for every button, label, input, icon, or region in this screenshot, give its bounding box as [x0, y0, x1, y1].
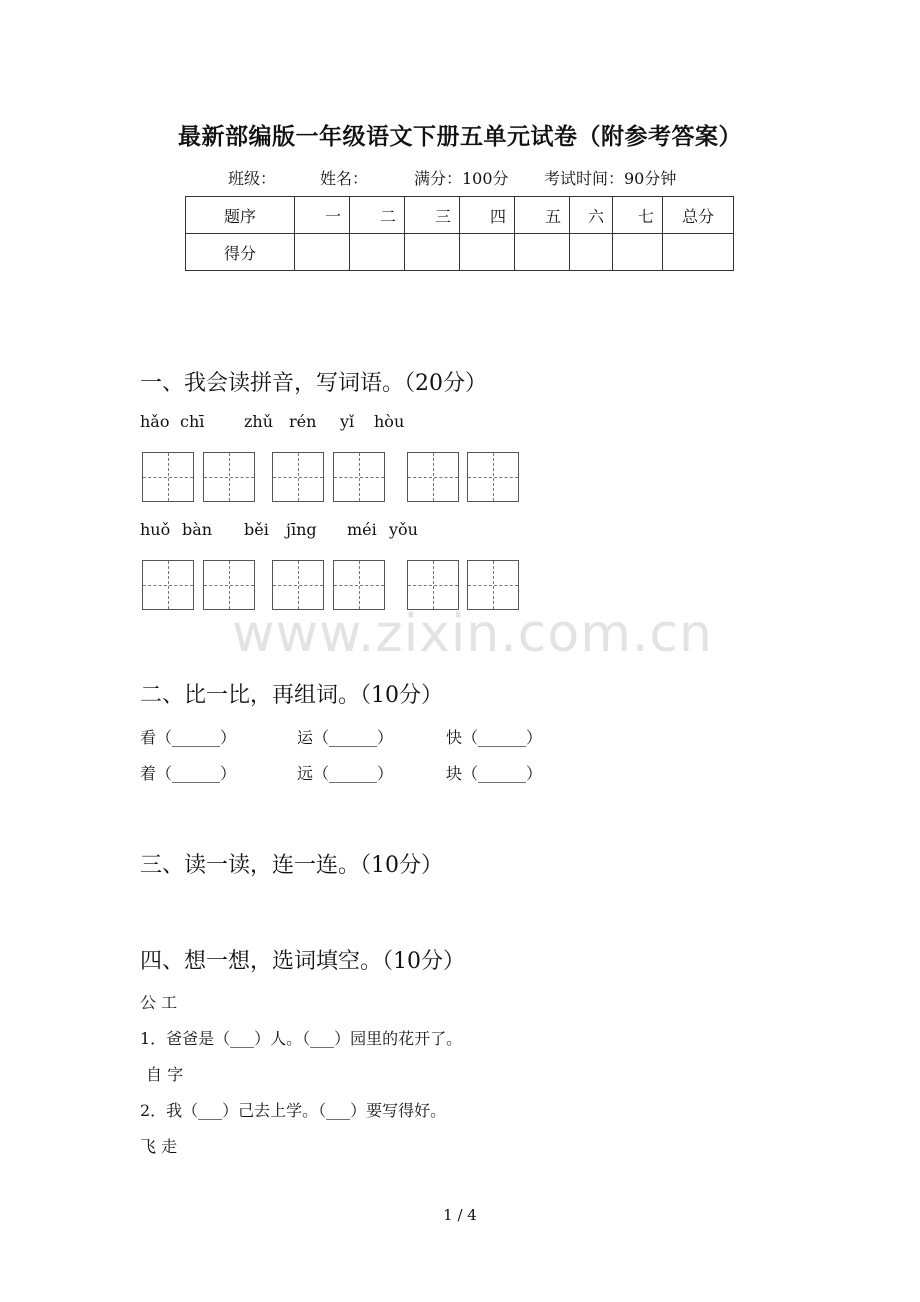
- score-row-label: 得分: [186, 234, 295, 271]
- word-choices: 自 字: [146, 1065, 184, 1084]
- pinyin: hǎo: [140, 412, 170, 431]
- exam-info: [228, 166, 676, 189]
- word-choices: 飞 走: [140, 1137, 178, 1156]
- pinyin: jīng: [286, 520, 317, 539]
- pinyin: chī: [180, 412, 205, 431]
- pinyin: bàn: [182, 520, 213, 539]
- section-3-title: 三、读一读，连一连。（10分）: [140, 853, 443, 878]
- pinyin: méi: [347, 520, 377, 539]
- class-label: 班级：: [228, 169, 277, 188]
- score-table-header-cell: 四: [460, 197, 515, 234]
- page-title: 最新部编版一年级语文下册五单元试卷（附参考答案）: [178, 123, 742, 150]
- section-2-title: 二、比一比，再组词。（10分）: [140, 683, 443, 708]
- writing-box[interactable]: [467, 560, 519, 610]
- score-table-header-cell: 一: [295, 197, 350, 234]
- score-table-header-cell: 总分: [663, 197, 734, 234]
- pinyin: huǒ: [140, 520, 171, 539]
- word-choices: 公 工: [140, 993, 178, 1012]
- writing-box[interactable]: [333, 452, 385, 502]
- score-cell[interactable]: [350, 234, 405, 271]
- pinyin: yǒu: [389, 520, 418, 539]
- writing-box[interactable]: [407, 452, 459, 502]
- score-table: [185, 196, 734, 271]
- pinyin: rén: [289, 412, 317, 431]
- pinyin: yǐ: [340, 412, 355, 431]
- score-cell[interactable]: [405, 234, 460, 271]
- score-table-header-cell: 二: [350, 197, 405, 234]
- score-cell[interactable]: [295, 234, 350, 271]
- compare-item: 看（______）: [140, 728, 237, 747]
- page-number: 1 / 4: [443, 1206, 477, 1224]
- compare-item: 远（______）: [297, 764, 394, 783]
- score-table-header-cell: 七: [613, 197, 663, 234]
- question: 1．爸爸是（___）人。（___）园里的花开了。: [140, 1029, 463, 1048]
- score-table-header-cell: 题序: [186, 197, 295, 234]
- question: 2．我（___）己去上学。（___）要写得好。: [140, 1101, 447, 1120]
- name-label: 姓名：: [320, 169, 369, 188]
- watermark: www.zixin.com.cn: [232, 604, 713, 664]
- writing-box[interactable]: [272, 452, 324, 502]
- pinyin: zhǔ: [244, 412, 274, 431]
- compare-item: 运（______）: [297, 728, 394, 747]
- score-cell[interactable]: [613, 234, 663, 271]
- score-table-header-cell: 五: [515, 197, 570, 234]
- full-score-label: 满分：100分: [414, 169, 509, 188]
- score-cell[interactable]: [515, 234, 570, 271]
- compare-item: 快（______）: [446, 728, 543, 747]
- exam-time-label: 考试时间：90分钟: [544, 169, 677, 188]
- score-cell[interactable]: [663, 234, 734, 271]
- writing-box[interactable]: [272, 560, 324, 610]
- compare-item: 块（______）: [446, 764, 543, 783]
- writing-box[interactable]: [333, 560, 385, 610]
- pinyin: běi: [244, 520, 269, 539]
- writing-box[interactable]: [467, 452, 519, 502]
- score-table-header-cell: 三: [405, 197, 460, 234]
- section-4-title: 四、想一想，选词填空。（10分）: [140, 949, 465, 974]
- section-1-title: 一、我会读拼音，写词语。（20分）: [140, 371, 487, 396]
- pinyin: hòu: [374, 412, 405, 431]
- score-table-header-cell: 六: [570, 197, 613, 234]
- compare-item: 着（______）: [140, 764, 237, 783]
- score-table-score-row: [186, 234, 734, 271]
- writing-box[interactable]: [203, 560, 255, 610]
- score-table-header-row: [186, 197, 734, 234]
- score-cell[interactable]: [570, 234, 613, 271]
- writing-box[interactable]: [407, 560, 459, 610]
- score-cell[interactable]: [460, 234, 515, 271]
- writing-box[interactable]: [142, 560, 194, 610]
- writing-box[interactable]: [203, 452, 255, 502]
- writing-box[interactable]: [142, 452, 194, 502]
